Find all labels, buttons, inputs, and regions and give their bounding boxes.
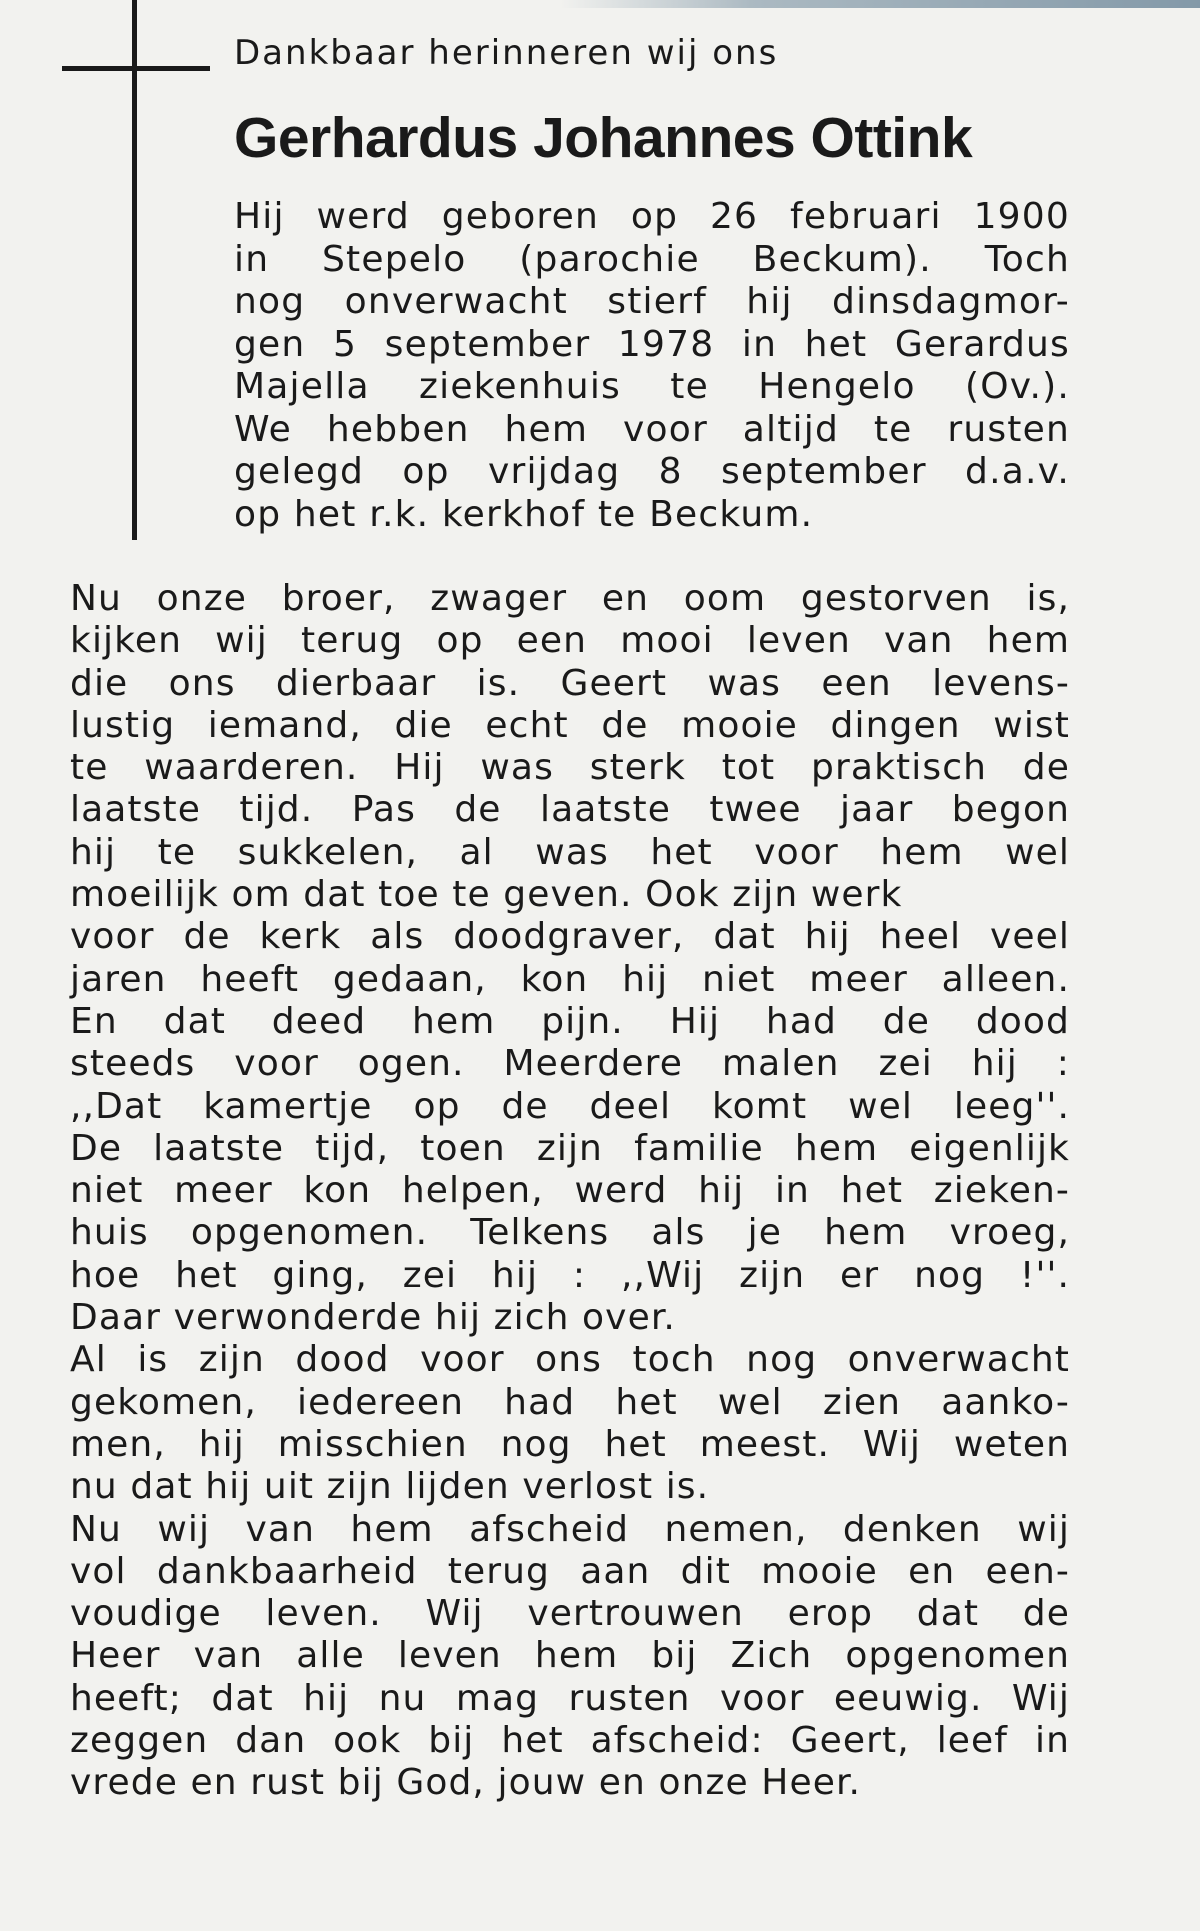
bio-line: in Stepelo (parochie Beckum). Toch (234, 238, 1070, 280)
body-line: Nu wij van hem afscheid nemen, denken wij (70, 1508, 1070, 1550)
body-line: De laatste tijd, toen zijn familie hem eigenlijk (70, 1127, 1070, 1169)
body-line: kijken wij terug op een mooi leven van hem (70, 620, 1070, 662)
body-line: hoe het ging, zei hij : ,,Wij zijn er nog !''. (70, 1254, 1070, 1296)
body-line: voudige leven. Wij vertrouwen erop dat de (70, 1593, 1070, 1635)
body-block (70, 578, 1070, 1805)
body-line: jaren heeft gedaan, kon hij niet meer alleen. (70, 958, 1070, 1000)
cross-icon-horizontal (62, 66, 210, 71)
bio-line: Hij werd geboren op 26 februari 1900 (234, 196, 1070, 237)
body-text (70, 578, 1070, 1805)
body-line: die ons dierbaar is. Geert was een levens- (70, 662, 1070, 704)
body-line: nu dat hij uit zijn lijden verlost is. (70, 1466, 710, 1508)
bio-line: We hebben hem voor altijd te rusten (234, 408, 1070, 450)
cross-icon-vertical (132, 0, 137, 540)
body-line: niet meer kon helpen, werd hij in het zieken- (70, 1170, 1070, 1212)
body-line: Heer van alle leven hem bij Zich opgenomen (70, 1635, 1070, 1677)
bio-line: op het r.k. kerkhof te Beckum. (234, 493, 814, 535)
body-line: hij te sukkelen, al was het voor hem wel (70, 831, 1070, 873)
body-line: moeilijk om dat toe te geven. Ook zijn werk (70, 874, 903, 916)
card-top-edge (560, 0, 1200, 8)
body-line: lustig iemand, die echt de mooie dingen wist (70, 704, 1070, 746)
body-line: vrede en rust bij God, jouw en onze Heer. (70, 1762, 862, 1804)
body-line: zeggen dan ook bij het afscheid: Geert, leef in (70, 1720, 1070, 1762)
body-line: heeft; dat hij nu mag rusten voor eeuwig. Wij (70, 1677, 1070, 1719)
body-line: Nu onze broer, zwager en oom gestorven is, (70, 578, 1070, 619)
body-line: Daar verwonderde hij zich over. (70, 1297, 676, 1339)
header-block (234, 28, 1070, 536)
body-line: men, hij misschien nog het meest. Wij weten (70, 1423, 1070, 1465)
body-line: En dat deed hem pijn. Hij had de dood (70, 1000, 1070, 1042)
bio-line: Majella ziekenhuis te Hengelo (Ov.). (234, 366, 1070, 407)
bio-line: gen 5 september 1978 in het Gerardus (234, 323, 1070, 365)
body-line: ,,Dat kamertje op de deel komt wel leeg''. (70, 1085, 1070, 1127)
bio-line: nog onverwacht stierf hij dinsdagmor- (234, 281, 1070, 322)
bio-line: gelegd op vrijdag 8 september d.a.v. (234, 451, 1070, 492)
body-line: huis opgenomen. Telkens als je hem vroeg, (70, 1212, 1070, 1254)
intro-text: Dankbaar herinneren wij ons (234, 33, 779, 73)
bio-paragraph (234, 196, 1070, 536)
body-line: gekomen, iedereen had het wel zien aanko- (70, 1381, 1070, 1423)
body-line: steeds voor ogen. Meerdere malen zei hij : (70, 1043, 1070, 1085)
body-line: Al is zijn dood voor ons toch nog onverwacht (70, 1339, 1070, 1381)
body-line: voor de kerk als doodgraver, dat hij heel veel (70, 916, 1070, 958)
deceased-name: Gerhardus Johannes Ottink (234, 106, 973, 170)
body-line: vol dankbaarheid terug aan dit mooie en een- (70, 1550, 1070, 1592)
body-line: laatste tijd. Pas de laatste twee jaar begon (70, 789, 1070, 831)
body-line: te waarderen. Hij was sterk tot praktisch de (70, 747, 1070, 789)
